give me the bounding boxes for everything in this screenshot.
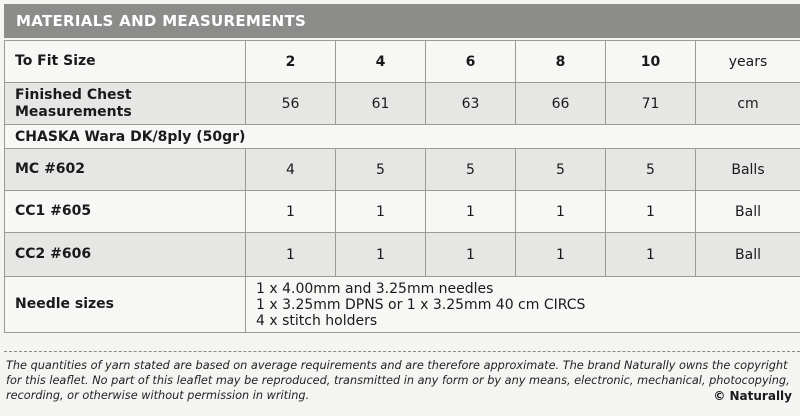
size-row	[5, 41, 800, 83]
mc-value: 5	[516, 149, 606, 191]
yarn-row	[5, 125, 800, 149]
cc1-value: 1	[426, 191, 516, 233]
disclaimer	[6, 358, 796, 403]
mc-value: 5	[606, 149, 696, 191]
cc1-value: 1	[606, 191, 696, 233]
mc-value: 4	[246, 149, 336, 191]
needles-line: 4 x stitch holders	[256, 312, 378, 329]
cc1-row	[5, 191, 800, 233]
yarn-label: CHASKA Wara DK/8ply (50gr)	[5, 125, 800, 149]
size-unit: years	[696, 41, 800, 83]
needles-line: 1 x 4.00mm and 3.25mm needles	[256, 280, 494, 297]
section-title: MATERIALS AND MEASUREMENTS	[4, 4, 800, 38]
mc-row	[5, 149, 800, 191]
cc2-label: CC2 #606	[5, 233, 246, 277]
cc1-value: 1	[246, 191, 336, 233]
size-value: 2	[246, 41, 336, 83]
mc-value: 5	[336, 149, 426, 191]
copyright-notice: © Naturally	[713, 389, 792, 403]
chest-value: 66	[516, 83, 606, 125]
size-value: 4	[336, 41, 426, 83]
chest-unit: cm	[696, 83, 800, 125]
mc-value: 5	[426, 149, 516, 191]
chest-value: 56	[246, 83, 336, 125]
size-value: 6	[426, 41, 516, 83]
size-value: 8	[516, 41, 606, 83]
materials-table	[4, 40, 800, 333]
cc2-unit: Ball	[696, 233, 800, 277]
disclaimer-line: recording, or otherwise without permission in writing.	[6, 389, 310, 402]
needles-label: Needle sizes	[5, 277, 246, 333]
cc1-label: CC1 #605	[5, 191, 246, 233]
chest-value: 71	[606, 83, 696, 125]
mc-label: MC #602	[5, 149, 246, 191]
needles-row	[5, 277, 800, 333]
disclaimer-line: The quantities of yarn stated are based on average requirements and are therefore approximate. The brand Naturally owns the copyright	[6, 359, 788, 372]
needles-line: 1 x 3.25mm DPNS or 1 x 3.25mm 40 cm CIRCS	[256, 296, 586, 313]
disclaimer-line: for this leaflet. No part of this leaflet may be reproduced, transmitted in any form or by any means, electronic, mechanical, photocopying,	[6, 374, 790, 387]
cc2-row	[5, 233, 800, 277]
needles-list	[246, 277, 800, 333]
chest-label-line1: Finished Chest	[15, 86, 132, 103]
mc-unit: Balls	[696, 149, 800, 191]
chest-row	[5, 83, 800, 125]
cc2-value: 1	[516, 233, 606, 277]
cc2-value: 1	[606, 233, 696, 277]
chest-label-line2: Measurements	[15, 103, 132, 120]
cc1-value: 1	[336, 191, 426, 233]
cc2-value: 1	[336, 233, 426, 277]
chest-value: 63	[426, 83, 516, 125]
chest-value: 61	[336, 83, 426, 125]
cc2-value: 1	[246, 233, 336, 277]
cc1-value: 1	[516, 191, 606, 233]
dashed-divider	[4, 351, 800, 352]
size-value: 10	[606, 41, 696, 83]
cc2-value: 1	[426, 233, 516, 277]
cc1-unit: Ball	[696, 191, 800, 233]
size-label: To Fit Size	[5, 41, 246, 83]
chest-label	[5, 83, 246, 125]
